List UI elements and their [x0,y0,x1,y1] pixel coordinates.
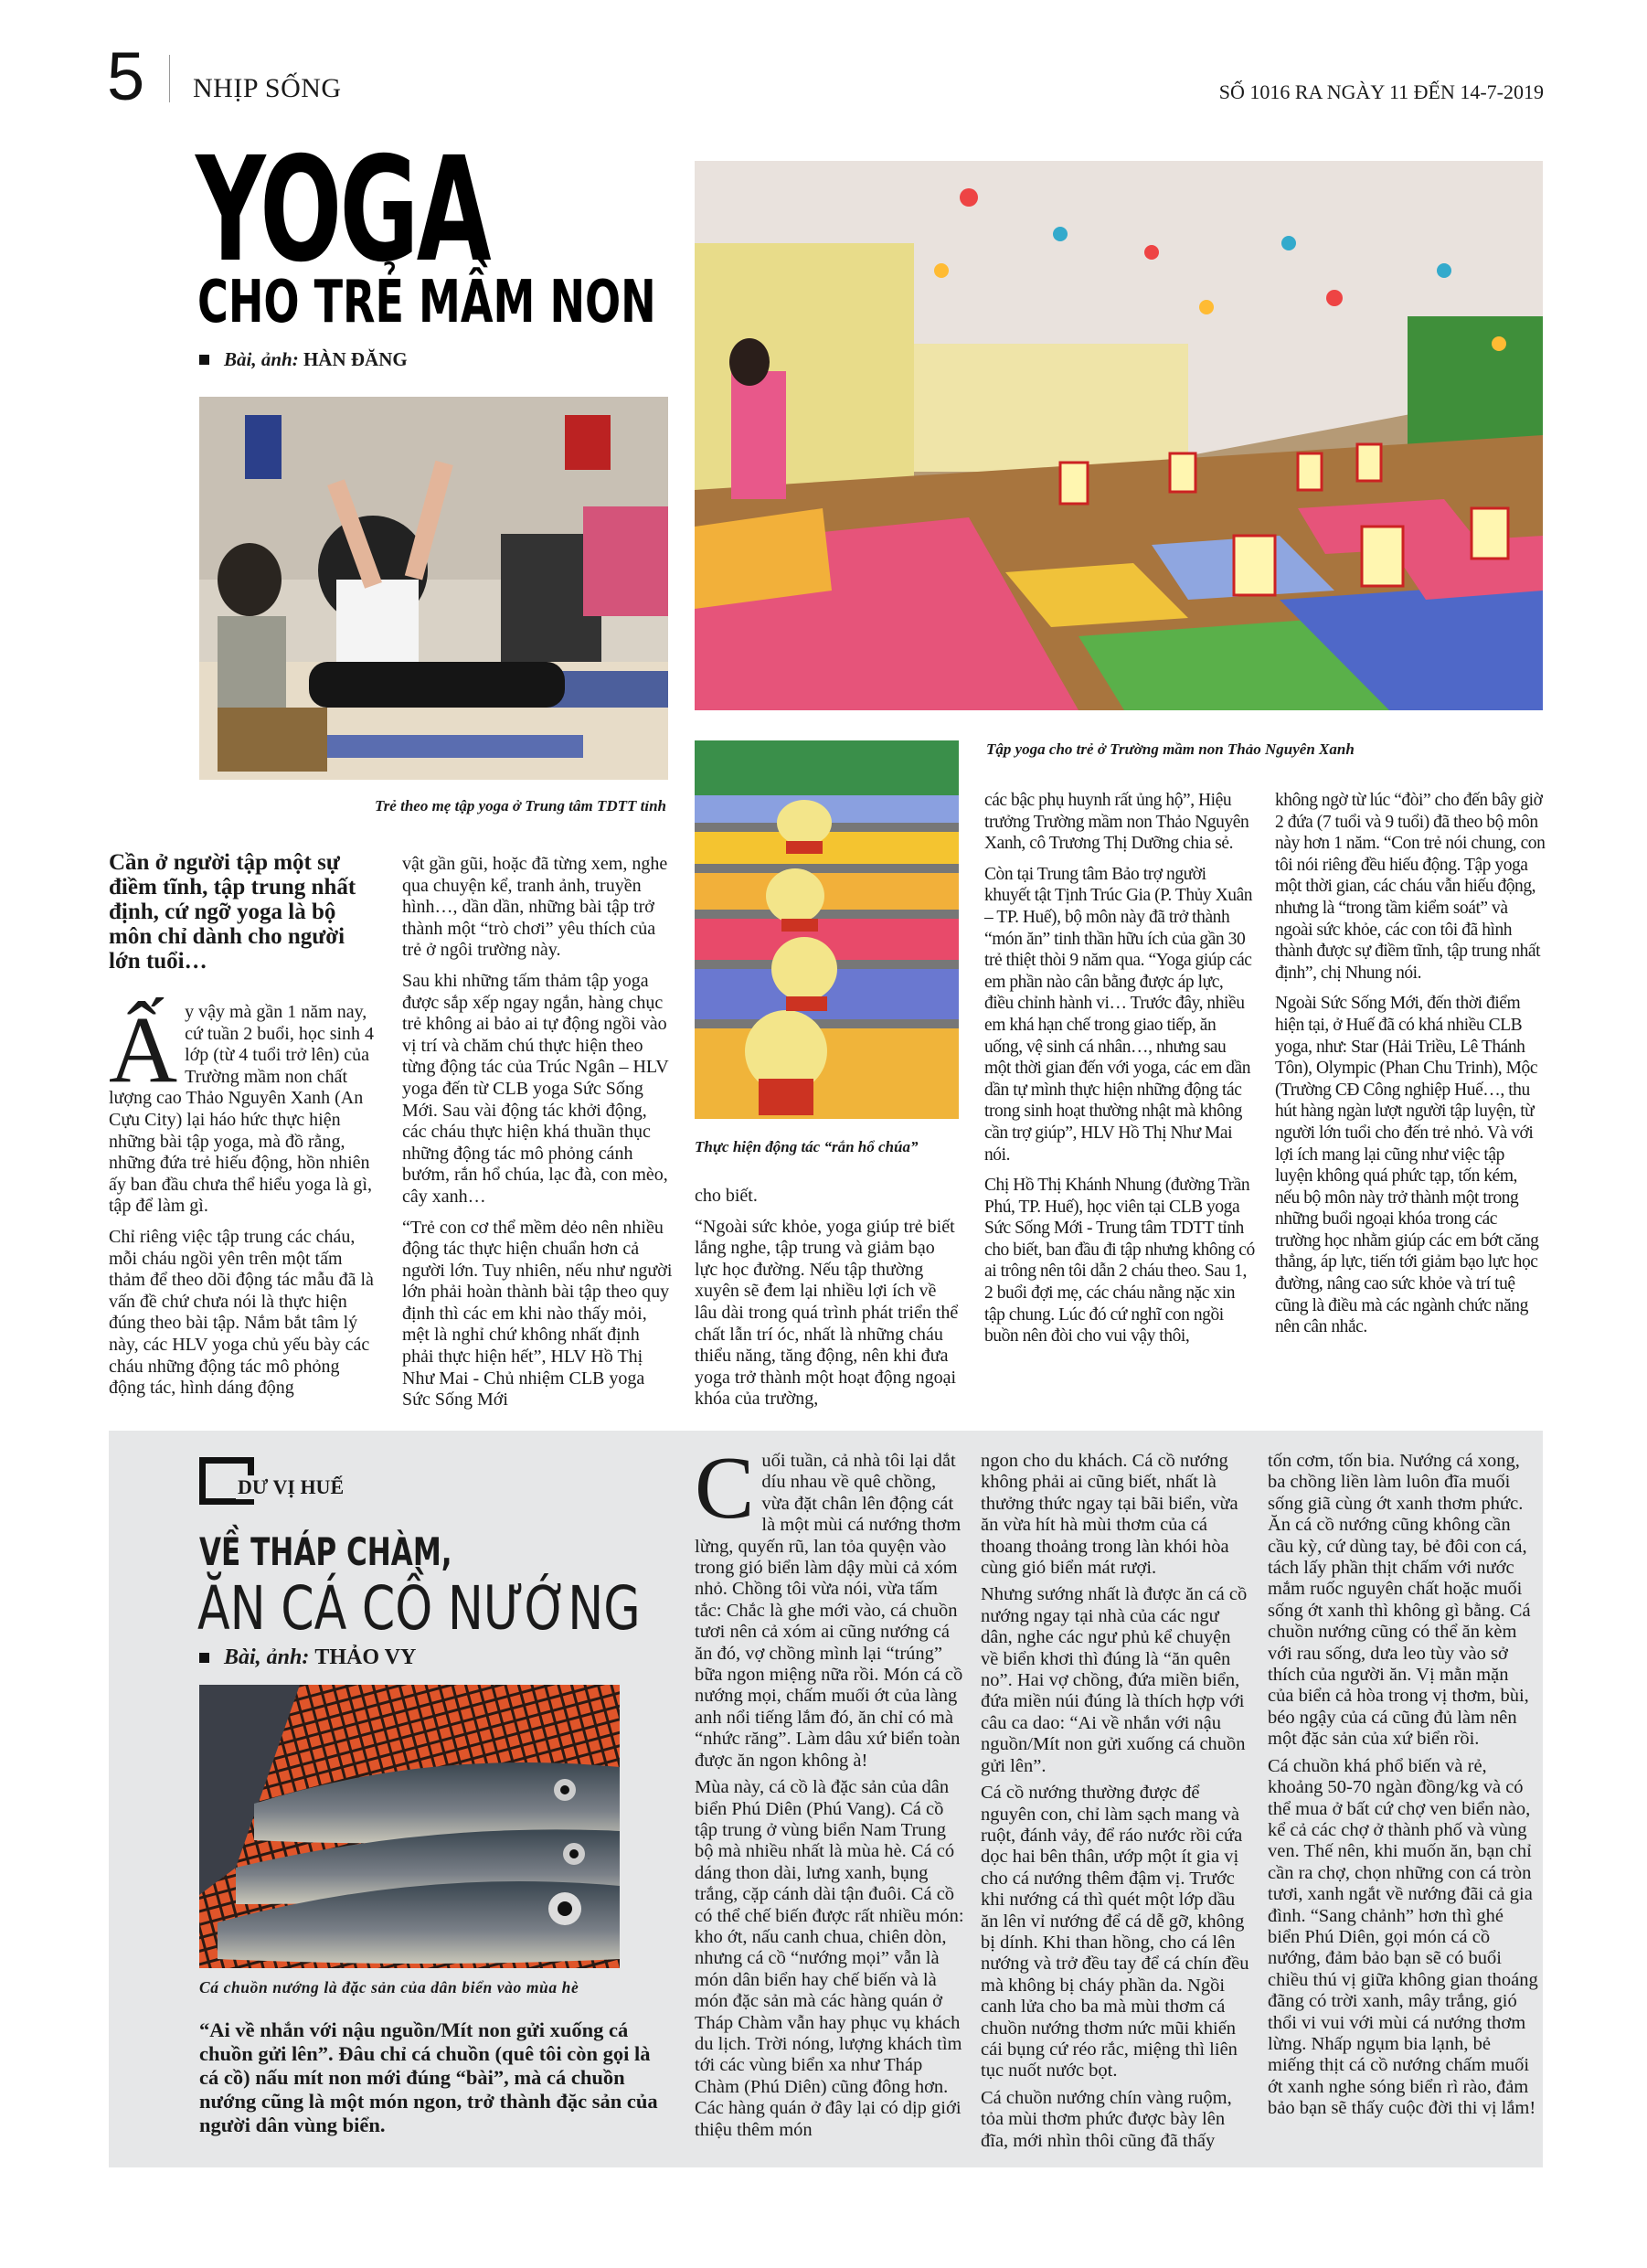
drop-cap: Ấ [109,997,178,1102]
text-column-5 [1275,790,1546,1347]
text-column-b [981,1451,1251,2157]
photo-caption: Thực hiện động tác “rắn hổ chúa” [695,1138,919,1155]
byline-author: HÀN ĐĂNG [303,348,408,370]
article-title: YOGA [196,126,489,294]
text-column-1 [109,997,380,1409]
paragraph: Nhưng sướng nhất là được ăn cá cồ nướng ngay tại nhà của các ngư dân, nghe các ngư phủ kể chuyện về biển khơi thì đúng là “ăn quên no”. Hai vợ chồng, đứa miền biển, đứa miền núi đúng là thích hợp với câu ca dao: “Ai về nhắn với nậu nguồn/Mít non gửi xuống cá chuồn gửi lên”. [981,1584,1248,1776]
photo-classroom-yoga [695,161,1543,710]
byline [199,348,408,371]
paragraph: vật gần gũi, hoặc đã từng xem, nghe qua chuyện kể, tranh ảnh, truyền hình…, dần dần, những bài tập trở thành một “trò chơi” yêu thích của trẻ ở ngôi trường này. [402,854,668,961]
paragraph: Cá chuồn khá phổ biến và rẻ, khoảng 50-70 ngàn đồng/kg và có thể mua ở bất cứ chợ ven biển nào, kể cả các chợ ở thành phố và vùng ven. Thế nên, khi muốn ăn, bạn chỉ cần ra chợ, chọn những con cá tròn tươi, xanh ngắt về nướng đãi cả gia đình. “Sang chảnh” hơn thì ghé biển Phú Diên, gọi món cá cồ nướng, đảm bảo bạn sẽ có buổi chiều thú vị giữa không gian thoáng đãng có trời xanh, mây trắng, gió thổi vi vui với mùi cá nướng thơm lừng. Nhấp ngụm bia lạnh, bẻ miếng thịt cá cồ nướng chấm muối ớt xanh nghe sóng biển rì rào, đảm bảo bạn sẽ thấy cuộc đời thi vị lắm! [1268,1755,1538,2119]
photo-mother-child-yoga [199,397,668,780]
text-column-3 [695,1186,962,1420]
photo-cobra-pose [695,740,959,1119]
article-title-line1: VỀ THÁP CHÀM, [199,1529,452,1574]
text-column-c [1268,1451,1538,2125]
photo-caption: Trẻ theo mẹ tập yoga ở Trung tâm TDTT tỉnh [374,797,666,815]
drop-cap: C [695,1439,755,1538]
paragraph: Cá cồ nướng thường được để nguyên con, chỉ làm sạch mang và ruột, đánh vảy, để ráo nước rồi cứa dọc hai bên thân, ướp một ít gia vị cho cá nướng thêm đậm vị. Trước khi nướng cá thì quét một lớp dầu ăn lên vỉ nướng để cá dễ gỡ, không bị dính. Khi than hồng, cho cá lên nướng và trở đều tay để cá chín đều mà không bị cháy phần da. Ngồi canh lửa cho ba mà mùi thơm cá chuồn nướng thơm nức mũi khiến cái bụng cứ réo rắc, miệng thì liên tục nuốt nước bọt. [981,1783,1249,2082]
article-subtitle: CHO TRẺ MẦM NON [197,269,656,336]
article-title-line2: ĂN CÁ CỒ NƯỚNG [197,1573,641,1644]
text-column-2 [402,854,673,1421]
text-column-a [695,1439,965,2146]
header-divider [169,55,170,102]
paragraph-text: uối tuần, cả nhà tôi lại dắt díu nhau về quê chồng, vừa đặt chân lên động cát là một mùi cá nướng thơm lừng, quyến rũ, lan tỏa quyện vào trong gió biển làm dậy mùi cả xóm nhỏ. Chồng tôi vừa nói, vừa tấm tắc: Chắc là ghe mới vào, cá chuồn tươi nên cả xóm ai cũng nướng cá ăn đó, vợ chồng mình lại “trúng” bữa ngon miệng nữa rồi. Món cá cồ nướng mọi, chấm muối ớt của làng anh nổi tiếng lắm đó, ăn chỉ có mà “nhức răng”. Làm dâu xứ biển toàn được ăn ngon không à! [695,1451,963,1771]
page-number: 5 [107,38,145,114]
paragraph: Còn tại Trung tâm Bảo trợ người khuyết tật Tịnh Trúc Gia (P. Thủy Xuân – TP. Huế), bộ môn này đã trở thành “món ăn” tinh thần hữu ích của gần 30 trẻ thiệt thòi 9 năm qua. “Yoga giúp các em phần nào cân bằng được áp lực, điều chỉnh hành vi… Trước đây, nhiều em khá hạn chế trong giao tiếp, ăn uống, vệ sinh cá nhân…, nhưng sau một thời gian đến với yoga, các em dần dần tự mình thực hiện những động tác trong sinh hoạt thường nhật mà không cần trợ giúp”, HLV Hồ Thị Như Mai nói. [984,864,1253,1165]
article-lead: Cần ở người tập một sự điềm tĩnh, tập trung nhất định, cứ ngỡ yoga là bộ môn chỉ dành cho người lớn tuổi… [109,850,356,974]
paragraph [109,997,380,1218]
paragraph: ngon cho du khách. Cá cồ nướng không phải ai cũng biết, nhất là thưởng thức ngay tại bãi biển, vừa ăn vừa hít hà mùi thơm của cá thoang thoảng trong làn khói hòa cùng gió biển mát rượi. [981,1451,1238,1579]
paragraph: các bậc phụ huynh rất ủng hộ”, Hiệu trưởng Trường mầm non Thảo Nguyên Xanh, cô Trương Thị Dưỡng chia sẻ. [984,791,1249,854]
photo-caption: Cá chuồn nướng là đặc sản của dân biển vào mùa hè [199,1978,579,1996]
paragraph: không ngờ từ lúc “đòi” cho đến bây giờ 2 đứa (7 tuổi và 9 tuổi) đã theo bộ môn này hơn 1 năm. “Con trẻ nói chung, con tôi nói riêng đều hiếu động. Tập yoga một thời gian, các cháu vẫn hiếu động, nhưng là “trong tầm kiểm soát” và ngoài sức khỏe, các con tôi đã hình thành được sự điềm tĩnh, tập trung nhất định”, chị Nhung nói. [1275,791,1546,983]
paragraph: tốn cơm, tốn bia. Nướng cá xong, ba chồng liền làm luôn đĩa muối sống giã cùng ớt xanh thơm phức. Ăn cá cồ nướng cũng không cần cầu kỳ, cứ dùng tay, bẻ đôi con cá, tách lấy phần thịt chấm với nước mắm ruốc nguyên chất hoặc muối sống ớt xanh thì không gì bằng. Cá chuồn nướng cũng có thể ăn kèm với rau sống, dưa leo tùy vào sở thích của người ăn. Vị mằn mặn của biển cả hòa trong vị thơm, bùi, béo ngậy của cá cũng đủ làm nên một đặc sản của xứ biển rồi. [1268,1451,1531,1750]
section-name: NHỊP SỐNG [193,73,342,103]
bullet-square-icon [199,1653,209,1663]
paragraph: Ngoài Sức Sống Mới, đến thời điểm hiện tại, ở Huế đã có khá nhiều CLB yoga, như: Star (Hải Triều, Lê Thánh Tôn), Olympic (Phan Chu Trinh), Mộc (Trường CĐ Công nghiệp Huế…, thu hút hàng ngàn lượt người tập luyện, từ người lớn tuổi cho đến trẻ nhỏ. Và với lợi ích mang lại cũng như việc tập luyện không quá phức tạp, tốn kém, nếu bộ môn này trở thành một trong những buổi ngoại khóa trong các trường học nhằm giúp các em bớt căng thẳng, áp lực, tiến tới giảm bạo lực học đường, nâng cao sức khỏe và trí tuệ cũng là điều mà các ngành chức năng nên cân nhắc. [1275,994,1539,1337]
paragraph-text: y vậy mà gần 1 năm nay, cứ tuần 2 buổi, học sinh 4 lớp (từ 4 tuổi trở lên) của Trường mầm non chất lượng cao Thảo Nguyên Xanh (An Cựu City) lại háo hức thực hiện những bài tập yoga, mà đồ rằng, những đứa trẻ hiếu động, hồn nhiên ấy ban đầu chưa thể hiểu yoga là gì, tập để làm gì. [109,1002,375,1217]
article-lead-quote: “Ai về nhắn với nậu nguồn/Mít non gửi xuống cá chuồn gửi lên”. Đâu chỉ cá chuồn (quê tôi còn gọi là cá cồ) nấu mít non mới đúng “bài”, mà cá chuồn nướng cũng là một món ngon, trở thành đặc sản của người dân vùng biển. [199,2018,658,2136]
paragraph: “Trẻ con cơ thể mềm dẻo nên nhiều động tác thực hiện chuẩn hơn cả người lớn. Tuy nhiên, nếu như người lớn phải hoàn thành bài tập theo quy định thì các em khi nào thấy mỏi, mệt là nghỉ chứ không nhất định phải thực hiện hết”, HLV Hồ Thị Như Mai - Chủ nhiệm CLB yoga Sức Sống Mới [402,1217,673,1411]
kicker-text: DƯ VỊ HUẾ [238,1475,345,1498]
paragraph: Cá chuồn nướng chín vàng ruộm, tỏa mùi thơm phức được bày lên đĩa, mới nhìn thôi cũng đã thấy [981,2087,1232,2151]
paragraph: Mùa này, cá cồ là đặc sản của dân biển Phú Diên (Phú Vang). Cá cồ tập trung ở vùng biển Nam Trung bộ mà nhiều nhất là mùa hè. Cá có dáng thon dài, lưng xanh, bụng trắng, cặp cánh dài tận đuôi. Cá cồ có thể chế biến được rất nhiều món: kho ớt, nấu canh chua, chiên dòn, nhưng cá cồ “nướng mọi” vẫn là món dân biển hay chế biến và là món đặc sản mà các hàng quán ở Tháp Chàm vẫn hay phục vụ khách du lịch. Trời nóng, lượng khách tìm tới các vùng biển xa như Tháp Chàm (Phú Diên) cũng đông hơn. Các hàng quán ở đây lại có dịp giới thiệu thêm món [695,1777,964,2140]
bullet-square-icon [199,355,209,365]
byline-label: Bài, ảnh: [224,348,299,370]
paragraph: “Ngoài sức khỏe, yoga giúp trẻ biết lắng nghe, tập trung và giảm bạo lực học đường. Nếu tập thường xuyên sẽ đem lại nhiều lợi ích về lâu dài trong quá trình phát triển thể chất lẫn trí óc, nhất là những cháu thiểu năng, tăng động, nên khi đưa yoga trở thành một hoạt động ngoại khóa của trường, [695,1216,959,1410]
issue-info: SỐ 1016 RA NGÀY 11 ĐẾN 14-7-2019 [1218,80,1544,103]
text-column-4 [984,790,1255,1357]
paragraph: Sau khi những tấm thảm tập yoga được sắp xếp ngay ngắn, hàng chục trẻ không ai bảo ai tự động ngồi vào vị trí và chăm chú thực hiện theo từng động tác của Trúc Ngân – HLV yoga đến từ CLB yoga Sức Sống Mới. Sau vài động tác khởi động, các cháu thực hiện khá thuần thục những động tác mô phỏng cánh bướm, rắn hổ chúa, lạc đà, con mèo, cây xanh… [402,970,669,1207]
paragraph: Chỉ riêng việc tập trung các cháu, mỗi cháu ngồi yên trên một tấm thảm để theo dõi động tác mẫu đã là vấn đề chứ chưa nói là thực hiện đúng theo bài tập. Nắm bắt tâm lý này, các HLV yoga chủ yếu bày các cháu những động tác mô phỏng động tác, hình dáng động [109,1226,374,1399]
byline-label: Bài, ảnh: [224,1645,310,1669]
byline [199,1645,416,1670]
photo-grilled-fish [199,1685,620,1968]
paragraph: Chị Hồ Thị Khánh Nhung (đường Trần Phú, TP. Huế), học viên tại CLB yoga Sức Sống Mới - Trung tâm TDTT tỉnh cho biết, ban đầu đi tập nhưng không có ai trông nên tôi dẫn 2 cháu theo. Sau 1, 2 buổi đợi mẹ, các cháu nằng nặc xin tập chung. Lúc đó cứ nghĩ con ngồi buồn nên đòi cho vui vậy thôi, [984,1176,1255,1347]
photo-caption: Tập yoga cho trẻ ở Trường mầm non Thảo Nguyên Xanh [986,740,1355,758]
paragraph [695,1439,965,1772]
byline-author: THẢO VY [314,1645,417,1669]
paragraph: cho biết. [695,1186,758,1206]
